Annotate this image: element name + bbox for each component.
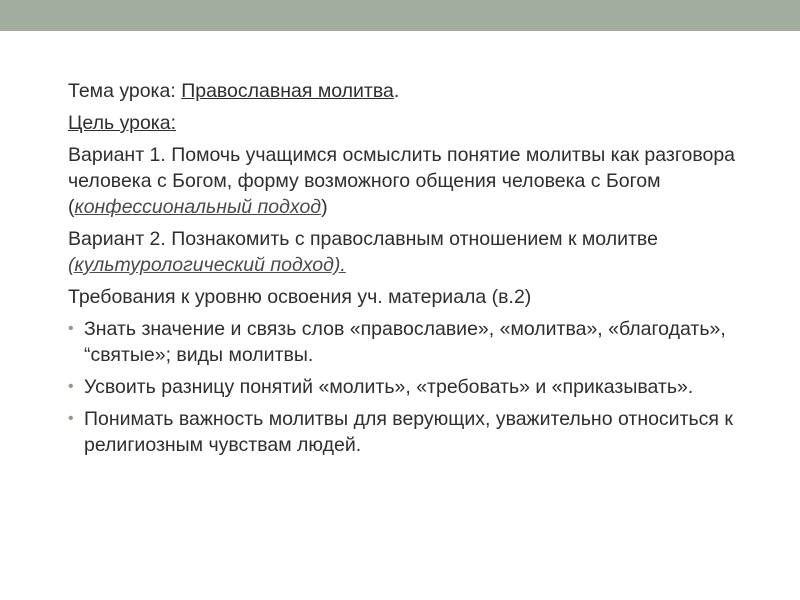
bullet-item — [68, 406, 768, 458]
slide-content — [68, 78, 768, 464]
topic-value: Православная молитва — [181, 80, 394, 102]
lesson-goal — [68, 110, 768, 136]
goal-label: Цель урока: — [68, 112, 177, 134]
top-bar — [0, 0, 800, 31]
culturological-approach-link[interactable]: (культурологический подход). — [68, 254, 346, 276]
bullet-dot-icon: • — [68, 410, 74, 427]
variant-2-text: Вариант 2. Познакомить с православным отношением к молитве — [68, 228, 658, 250]
bullet-text: Знать значение и связь слов «православие», «молитва», «благодать», “святые»; виды молитвы. — [84, 318, 726, 366]
requirements-title: Требования к уровню освоения уч. материала (в.2) — [68, 286, 532, 308]
bullet-item — [68, 316, 768, 368]
confessional-approach-link[interactable]: конфессиональный подход — [74, 196, 322, 218]
variant-1-text: Вариант 1. Помочь учащимся осмыслить понятие молитвы как разговора человека с Богом, форму возможного общения человека с Богом ( — [68, 144, 736, 218]
bullet-dot-icon: • — [68, 378, 74, 395]
bullet-dot-icon: • — [68, 320, 74, 337]
bullet-text: Понимать важность молитвы для верующих, уважительно относиться к религиозным чувствам людей. — [84, 408, 733, 456]
topic-end: . — [393, 80, 400, 102]
lesson-topic — [68, 78, 768, 104]
bullet-item — [68, 374, 768, 400]
variant-1-end: ) — [321, 196, 328, 218]
topic-label: Тема урока: — [68, 80, 182, 102]
variant-1 — [68, 142, 768, 220]
variant-2 — [68, 226, 768, 278]
bullet-text: Усвоить разницу понятий «молить», «требовать» и «приказывать». — [84, 376, 694, 398]
